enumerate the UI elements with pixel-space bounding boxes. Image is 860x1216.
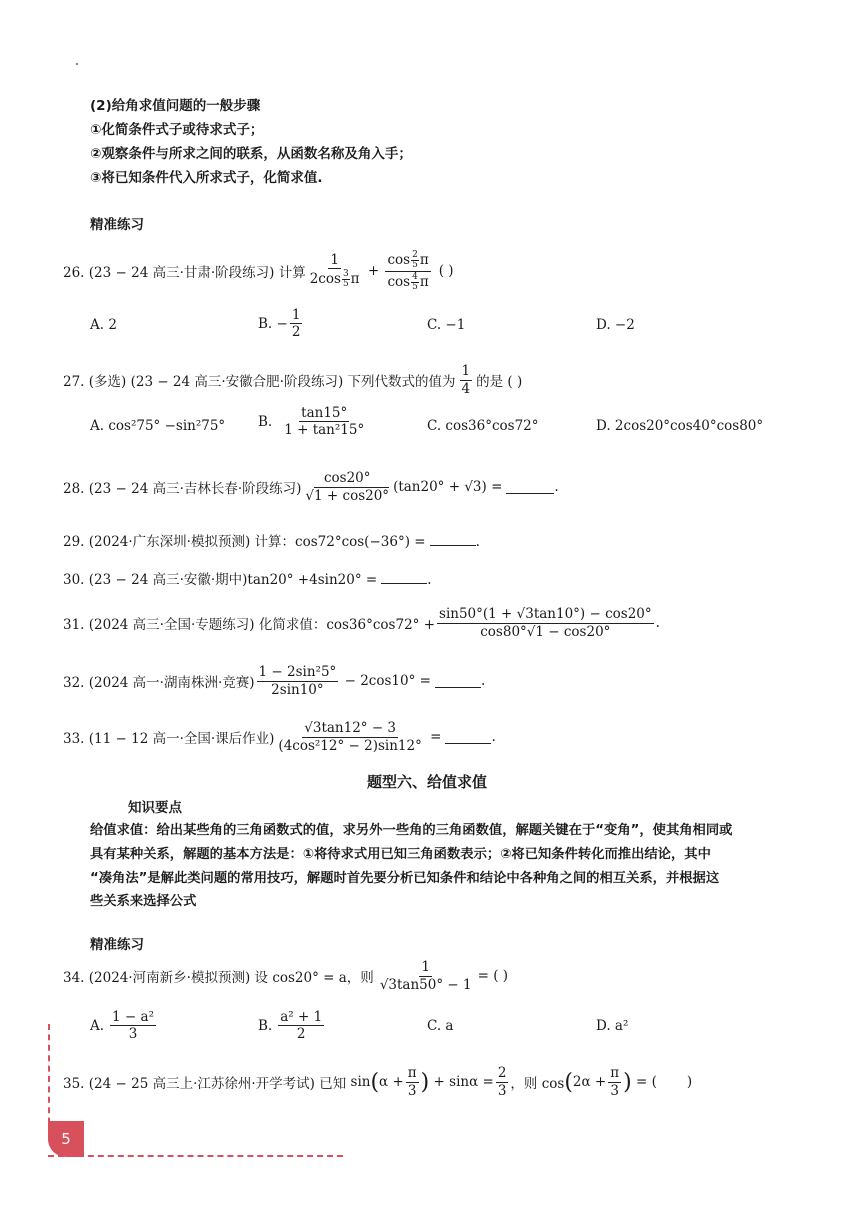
q26-option-d[interactable]: D. −2 bbox=[596, 317, 635, 333]
q28-prefix: 28. (23 − 24 高三·吉林长春·阶段练习) bbox=[63, 481, 302, 497]
question-27: 27. (多选) (23 − 24 高三·安徽合肥·阶段练习) 下列代数式的值为 $\frac{1}{4}$ 的是 ( ) bbox=[63, 363, 523, 397]
page-number-badge bbox=[48, 1121, 84, 1157]
q35-prefix: 35. (24 − 25 高三上·江苏徐州·开学考试) 已知 bbox=[63, 1076, 347, 1092]
knowledge-para-2: 具有某种关系，解题的基本方法是：①将待求式用已知三角函数表示；②将已知条件转化而推出结论，其中 bbox=[90, 847, 711, 862]
q27-option-c[interactable]: C. cos36°cos72° bbox=[427, 418, 539, 434]
knowledge-para-1: 给值求值：给出某些角的三角函数式的值，求另外一些角的三角函数值，解题关键在于“变角”，使其角相同或 bbox=[90, 823, 733, 838]
question-28: 28. (23 − 24 高三·吉林长春·阶段练习) $\frac{\cos 20^\circ}{√1 + \cos 20^\circ}$ (tan20° + √3) = . bbox=[63, 470, 559, 504]
q34-option-a-label: A. bbox=[90, 1017, 105, 1034]
q26-option-b[interactable]: B. − $\frac{1}{2}$ bbox=[258, 307, 301, 341]
q26-option-b-label: B. − bbox=[258, 315, 288, 332]
q27-option-b-label: B. bbox=[258, 413, 273, 430]
q27-option-a[interactable]: A. cos²75° −sin²75° bbox=[90, 418, 226, 434]
question-31: 31. (2024 高三·全国·专题练习) 化简求值：cos36°cos72° + $\frac{\sin 50^\circ(1 + √3\tan 10^\circ) - \cos 20^\circ}{\cos 80^\circ√1 - \cos 20^\circ}$ . bbox=[63, 606, 660, 640]
question-30: 30. (23 − 24 高三·安徽·期中)tan20° +4sin20° = . bbox=[63, 568, 431, 588]
q34-prefix: 34. (2024·河南新乡·模拟预测) 设 cos20° = a，则 bbox=[63, 970, 374, 986]
step-1: ①化简条件式子或待求式子； bbox=[90, 122, 264, 138]
question-33: 33. (11 − 12 高一·全国·课后作业) $\frac{√3\tan 12^\circ - 3}{\text{(4cos²12° − 2)sin12°}}$ = . bbox=[63, 720, 496, 754]
question-29: 29. (2024·广东深圳·模拟预测) 计算：cos72°cos(−36°) = . bbox=[63, 530, 480, 550]
steps-heading: (2)给角求值问题的一般步骤 bbox=[90, 98, 261, 114]
q34-option-b-label: B. bbox=[258, 1017, 273, 1034]
q33-prefix: 33. (11 − 12 高一·全国·课后作业) bbox=[63, 731, 275, 747]
q27-prefix: 27. (多选) (23 − 24 高三·安徽合肥·阶段练习) 下列代数式的值为 bbox=[63, 374, 456, 390]
knowledge-label: 知识要点 bbox=[128, 800, 182, 816]
decorative-dashed-horizontal bbox=[48, 1155, 343, 1157]
step-2: ②观察条件与所求之间的联系，从函数名称及角入手； bbox=[90, 146, 412, 162]
practice-label-1: 精准练习 bbox=[90, 217, 144, 233]
question-35: 35. (24 − 25 高三上·江苏徐州·开学考试) 已知 sin ( α + $\frac{\pi}{3}$ ) + sinα = $\frac{2}{3}$ ，则 cos ( 2α + $\frac{\pi}{3}$ ) = ( ) bbox=[63, 1065, 693, 1099]
q34-option-b[interactable]: B. $\frac{\text{a² + 1}}{2}$ bbox=[258, 1009, 323, 1043]
question-26: 26. (23 − 24 高三·甘肃·阶段练习) 计算 1 2cos $\frac{3}{5}$ π + cos $\frac{2}{5}$ π cos $\frac{4}{5}$ π ( ) bbox=[63, 249, 454, 292]
q34-option-a[interactable]: A. $\frac{\text{1 − a²}}{3}$ bbox=[90, 1009, 154, 1043]
knowledge-para-4: 些关系来选择公式 bbox=[90, 894, 197, 909]
question-32: 32. (2024 高一·湖南株洲·竞赛) $\frac{\text{1 − 2sin²5°}}{2\sin 10^\circ}$ − 2cos10° = . bbox=[63, 664, 486, 698]
question-34: 34. (2024·河南新乡·模拟预测) 设 cos20° = a，则 $\frac{1}{√3\tan 50^\circ - 1}$ = ( ) bbox=[63, 959, 509, 993]
q29-text: 29. (2024·广东深圳·模拟预测) 计算：cos72°cos(−36°) = bbox=[63, 534, 426, 550]
step-3: ③将已知条件代入所求式子，化简求值. bbox=[90, 170, 323, 186]
decorative-dashed-vertical bbox=[48, 1024, 50, 1134]
q34-option-d[interactable]: D. a² bbox=[596, 1018, 629, 1034]
q34-suffix: = ( ) bbox=[477, 968, 509, 984]
q26-answer-paren: ( ) bbox=[438, 263, 454, 279]
page-number: 5 bbox=[61, 1130, 71, 1148]
q31-prefix: 31. (2024 高三·全国·专题练习) 化简求值：cos36°cos72° + bbox=[63, 617, 436, 633]
q26-option-a[interactable]: A. 2 bbox=[90, 317, 117, 333]
q34-option-c[interactable]: C. a bbox=[427, 1018, 454, 1034]
q26-prefix: 26. (23 − 24 高三·甘肃·阶段练习) 计算 bbox=[63, 265, 306, 281]
q27-option-b[interactable]: B. $\frac{\tan 15^\circ}{\text{1 + tan²15°}}$ bbox=[258, 405, 365, 439]
section-6-title: 题型六、给值求值 bbox=[367, 773, 488, 791]
q26-option-c[interactable]: C. −1 bbox=[427, 317, 466, 333]
q27-option-d[interactable]: D. 2cos20°cos40°cos80° bbox=[596, 418, 764, 434]
q30-text: 30. (23 − 24 高三·安徽·期中)tan20° +4sin20° = bbox=[63, 572, 378, 588]
q26-frac-2: cos $\frac{2}{5}$ π cos $\frac{4}{5}$ π bbox=[387, 249, 429, 292]
page-dot bbox=[76, 63, 78, 65]
practice-label-2: 精准练习 bbox=[90, 937, 144, 953]
q32-prefix: 32. (2024 高一·湖南株洲·竞赛) bbox=[63, 675, 255, 691]
q27-suffix: 的是 ( ) bbox=[476, 374, 523, 390]
knowledge-para-3: “凑角法”是解此类问题的常用技巧，解题时首先要分析已知条件和结论中各种角之间的相互关系，并根据这 bbox=[90, 871, 720, 886]
q26-frac-1: 1 2cos $\frac{3}{5}$ π bbox=[309, 251, 360, 290]
